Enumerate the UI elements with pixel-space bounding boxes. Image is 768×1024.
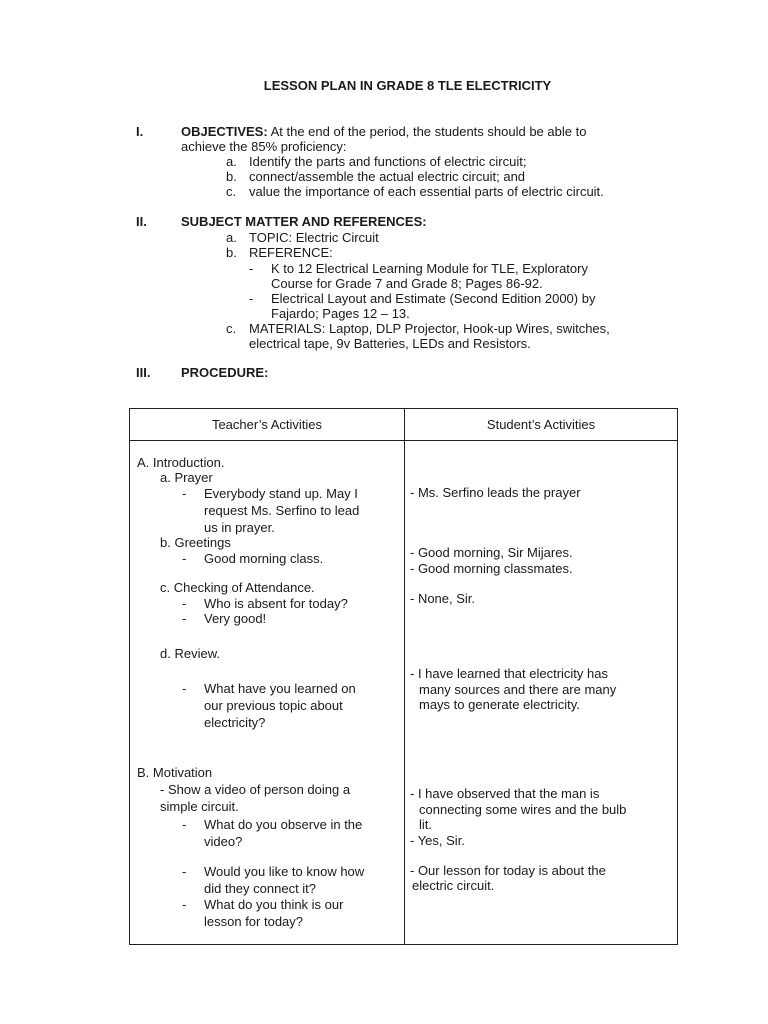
student-line: mays to generate electricity. [419, 697, 580, 712]
procedure-heading: PROCEDURE: [181, 365, 269, 380]
teacher-line: - Show a video of person doing a [160, 782, 351, 797]
student-line: - I have learned that electricity has [410, 666, 608, 681]
student-line: lit. [419, 817, 432, 832]
list-dash: - [182, 611, 187, 626]
reference-item: Electrical Layout and Estimate (Second Edition 2000) by [271, 291, 596, 306]
teacher-line: What do you observe in the [204, 817, 363, 832]
motivation-heading: B. Motivation [137, 765, 213, 780]
student-activities-cell [405, 441, 678, 945]
list-dash: - [182, 681, 187, 696]
teacher-line: our previous topic about [204, 698, 343, 713]
reference-item-cont: Course for Grade 7 and Grade 8; Pages 86-92. [271, 276, 543, 291]
teacher-line: us in prayer. [204, 520, 275, 535]
topic-marker: a. [226, 230, 237, 245]
teacher-line: Would you like to know how [204, 864, 365, 879]
student-line: - Yes, Sir. [410, 833, 465, 848]
teacher-activities-header: Teacher’s Activities [130, 409, 405, 441]
objective-marker: a. [226, 154, 237, 169]
objectives-heading: OBJECTIVES: [181, 124, 268, 139]
objectives-numeral: I. [136, 124, 144, 139]
reference-item-cont: Fajardo; Pages 12 – 13. [271, 306, 410, 321]
student-line: connecting some wires and the bulb [419, 802, 627, 817]
student-activities-header: Student’s Activities [405, 409, 678, 441]
objectives-intro [181, 124, 586, 139]
teacher-line: Who is absent for today? [204, 596, 348, 611]
student-line: electric circuit. [412, 878, 495, 893]
student-line: - Ms. Serfino leads the prayer [410, 485, 581, 500]
teacher-line: simple circuit. [160, 799, 239, 814]
teacher-line: request Ms. Serfino to lead [204, 503, 360, 518]
objective-item: value the importance of each essential parts of electric circuit. [249, 184, 604, 199]
reference-dash: - [249, 291, 254, 306]
attendance-heading: c. Checking of Attendance. [160, 580, 315, 595]
objective-marker: b. [226, 169, 237, 184]
student-line: - Good morning classmates. [410, 561, 573, 576]
objective-item: connect/assemble the actual electric circuit; and [249, 169, 526, 184]
list-dash: - [182, 486, 187, 501]
student-line: - Our lesson for today is about the [410, 863, 606, 878]
materials-text-cont: electrical tape, 9v Batteries, LEDs and Resistors. [249, 336, 531, 351]
student-line: - Good morning, Sir Mijares. [410, 545, 573, 560]
teacher-line: video? [204, 834, 243, 849]
objectives-intro-text: At the end of the period, the students should be able to [267, 124, 587, 139]
subject-numeral: II. [136, 214, 147, 229]
prayer-heading: a. Prayer [160, 470, 213, 485]
teacher-line: Everybody stand up. May I [204, 486, 358, 501]
teacher-line: Very good! [204, 611, 267, 626]
list-dash: - [182, 897, 187, 912]
materials-marker: c. [226, 321, 237, 336]
list-dash: - [182, 551, 187, 566]
subject-heading: SUBJECT MATTER AND REFERENCES: [181, 214, 427, 229]
teacher-line: Good morning class. [204, 551, 324, 566]
teacher-line: electricity? [204, 715, 266, 730]
reference-label: REFERENCE: [249, 245, 333, 260]
materials-text: MATERIALS: Laptop, DLP Projector, Hook-up Wires, switches, [249, 321, 610, 336]
intro-heading: A. Introduction. [137, 455, 225, 470]
teacher-line: What do you think is our [204, 897, 344, 912]
review-heading: d. Review. [160, 646, 220, 661]
list-dash: - [182, 596, 187, 611]
list-dash: - [182, 864, 187, 879]
topic-text: TOPIC: Electric Circuit [249, 230, 379, 245]
reference-marker: b. [226, 245, 237, 260]
student-line: - None, Sir. [410, 591, 476, 606]
teacher-activities-cell [130, 441, 405, 945]
procedure-table [129, 408, 678, 945]
table-body-row [130, 441, 678, 945]
teacher-line: lesson for today? [204, 914, 304, 929]
page-title: LESSON PLAN IN GRADE 8 TLE ELECTRICITY [263, 78, 552, 93]
student-line: many sources and there are many [419, 682, 617, 697]
objectives-intro-line2: achieve the 85% proficiency: [181, 139, 347, 154]
table-header-row [130, 409, 678, 441]
teacher-line: What have you learned on [204, 681, 356, 696]
student-line: - I have observed that the man is [410, 786, 600, 801]
reference-dash: - [249, 261, 254, 276]
procedure-numeral: III. [136, 365, 151, 380]
list-dash: - [182, 817, 187, 832]
objective-marker: c. [226, 184, 237, 199]
objective-item: Identify the parts and functions of electric circuit; [249, 154, 527, 169]
teacher-line: did they connect it? [204, 881, 317, 896]
reference-item: K to 12 Electrical Learning Module for TLE, Exploratory [271, 261, 588, 276]
greetings-heading: b. Greetings [160, 535, 231, 550]
